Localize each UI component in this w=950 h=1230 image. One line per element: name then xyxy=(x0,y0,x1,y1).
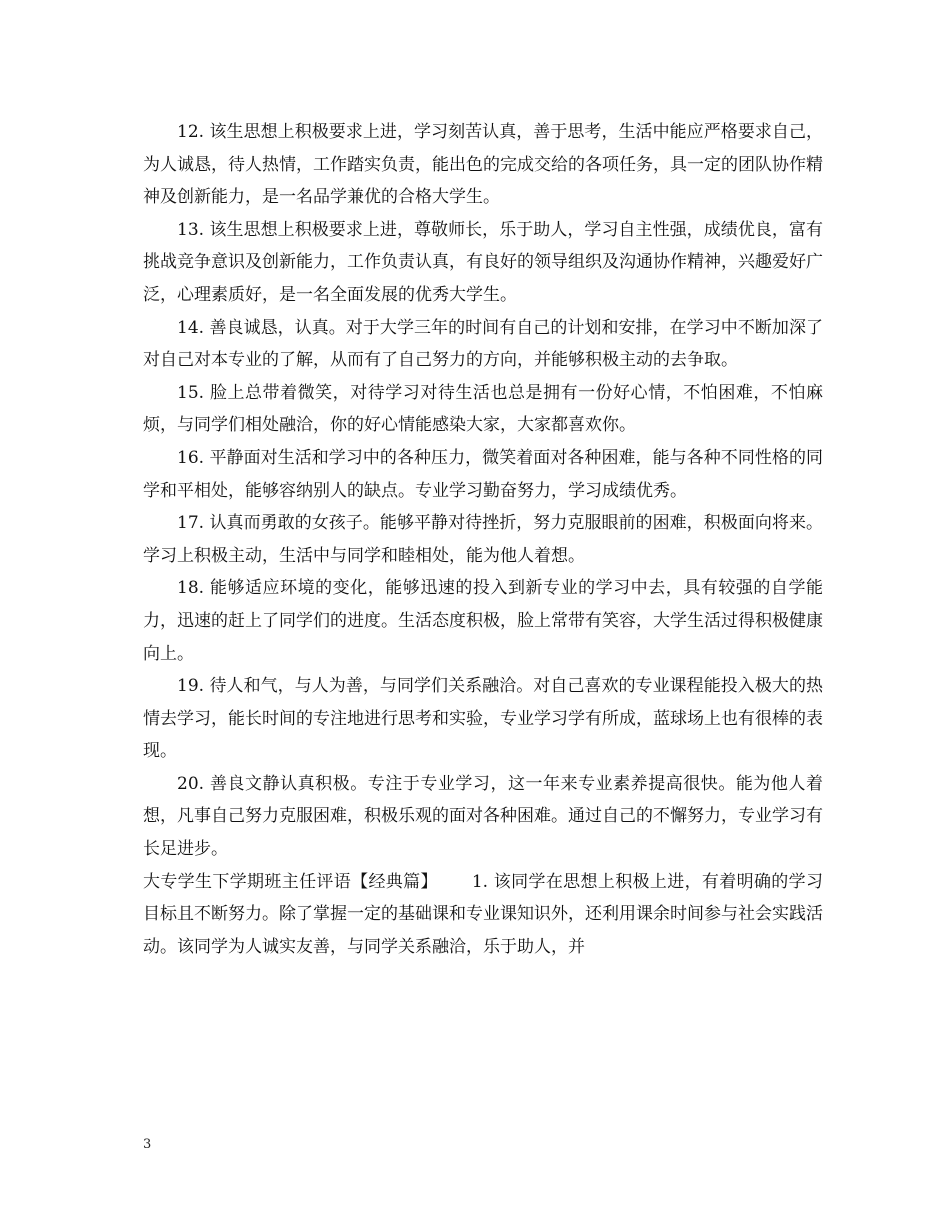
section-first-item: 1. 该同学在思想上积极上进，有着明确的学习目标且不断努力。除了掌握一定的基础课和专业课知识外，还利用课余时间参与社会实践活动。该同学为人诚实友善，与同学关系融洽，乐于助人，并 xyxy=(143,871,823,957)
comment-paragraph-16: 16. 平静面对生活和学习中的各种压力，微笑着面对各种困难，能与各种不同性格的同学和平相处，能够容纳别人的缺点。专业学习勤奋努力，学习成绩优秀。 xyxy=(143,447,823,501)
comment-paragraph-15: 15. 脸上总带着微笑，对待学习对待生活也总是拥有一份好心情，不怕困难，不怕麻烦，与同学们相处融洽，你的好心情能感染大家，大家都喜欢你。 xyxy=(143,382,823,436)
section-heading: 大专学生下学期班主任评语【经典篇】 xyxy=(143,871,438,892)
comment-paragraph-12: 12. 该生思想上积极要求上进，学习刻苦认真，善于思考，生活中能应严格要求自己，为人诚恳，待人热情，工作踏实负责，能出色的完成交给的各项任务，具一定的团队协作精神及创新能力，是一名品学兼优的合格大学生。 xyxy=(143,122,823,208)
comment-paragraph-14: 14. 善良诚恳，认真。对于大学三年的时间有自己的计划和安排，在学习中不断加深了对自己对本专业的了解，从而有了自己努力的方向，并能够积极主动的去争取。 xyxy=(143,317,823,371)
comment-paragraph-19: 19. 待人和气，与人为善，与同学们关系融洽。对自己喜欢的专业课程能投入极大的热情去学习，能长时间的专注地进行思考和实验，专业学习学有所成，蓝球场上也有很棒的表现。 xyxy=(143,676,823,762)
page-number: 3 xyxy=(143,1137,152,1152)
comment-paragraph-17: 17. 认真而勇敢的女孩子。能够平静对待挫折，努力克服眼前的困难，积极面向将来。学习上积极主动，生活中与同学和睦相处，能为他人着想。 xyxy=(143,513,823,566)
document-body xyxy=(143,116,823,963)
section-paragraph xyxy=(143,866,823,964)
comment-paragraph-13: 13. 该生思想上积极要求上进，尊敬师长，乐于助人，学习自主性强，成绩优良，富有挑战竞争意识及创新能力，工作负责认真，有良好的领导组织及沟通协作精神，兴趣爱好广泛，心理素质好，是一名全面发展的优秀大学生。 xyxy=(143,219,823,305)
comment-paragraph-18: 18. 能够适应环境的变化，能够迅速的投入到新专业的学习中去，具有较强的自学能力，迅速的赶上了同学们的进度。生活态度积极，脸上常带有笑容，大学生活过得积极健康向上。 xyxy=(143,578,823,664)
comment-paragraph-20: 20. 善良文静认真积极。专注于专业学习，这一年来专业素养提高很快。能为他人着想，凡事自己努力克服困难，积极乐观的面对各种困难。通过自己的不懈努力，专业学习有长足进步。 xyxy=(143,773,823,860)
